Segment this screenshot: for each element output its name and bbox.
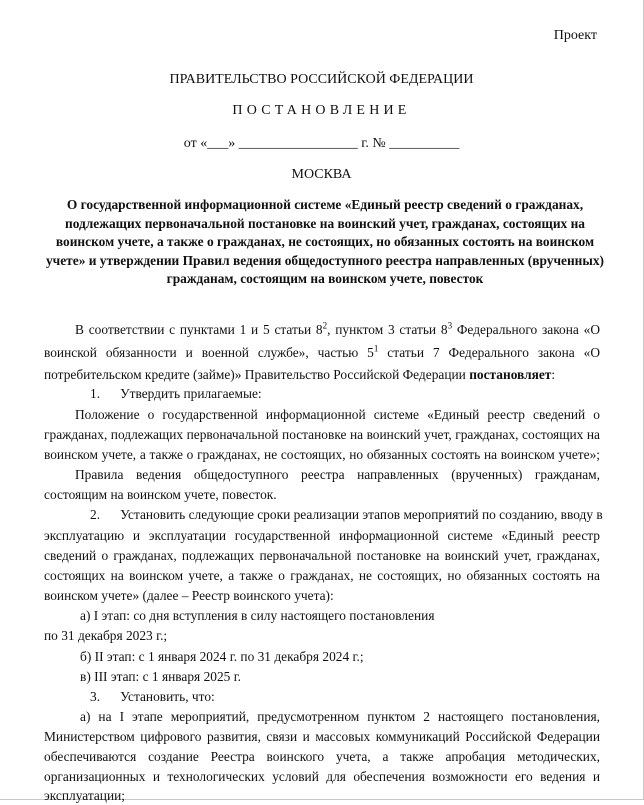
- point-3a-line: обеспечиваются создание Реестра воинского учета, а также апробация методических,: [44, 749, 600, 764]
- rules-line: состоящим на воинском учете, повесток.: [44, 487, 277, 502]
- point-2-line: сведений о гражданах, подлежащих первоначальной постановке на воинский учет, гражданах,: [44, 548, 600, 563]
- point-2-line: эксплуатацию и эксплуатации государственной информационной системе «Единый реестр: [44, 528, 600, 543]
- point-2-line: состоящих на воинском учете, а также о гражданах, не состоящих, но обязанных состоять на: [44, 568, 600, 583]
- point-1: 1. Утвердить прилагаемые:: [90, 386, 262, 401]
- document-type: ПОСТАНОВЛЕНИЕ: [232, 103, 411, 118]
- point-2-line: воинском учете» (далее – Реестр воинского учета):: [44, 588, 334, 603]
- rules-line: Правила ведения общедоступного реестра направленных (врученных) гражданам,: [75, 467, 600, 482]
- preamble-line-1: В соответствии с пунктами 1 и 5 статьи $8^2$, пунктом 3 статьи $8^3$ Федерального закона «О: [75, 320, 600, 337]
- document-title: [40, 196, 610, 289]
- title-line: подлежащих первоначальной постановке на воинский учет, гражданах, состоящих на: [64, 215, 585, 231]
- date-number-line: от «___» _________________ г. № __________: [183, 136, 460, 151]
- regulation-line: Положение о государственной информационной системе «Единый реестр сведений о: [75, 407, 600, 422]
- draft-label: Проект: [553, 28, 597, 43]
- point-3a-line: организационных и технологических условий для обеспечения возможности его ведения и: [44, 769, 600, 784]
- preamble-line-2: воинской обязанности и военной службе», частью $5^1$ статьи 7 Федерального закона «О: [44, 343, 600, 360]
- title-line: гражданам, состоящим на воинском учете, повесток: [166, 271, 484, 286]
- preamble-line-3: потребительском кредите (займе)» Правительство Российской Федерации постановляет:: [44, 367, 556, 382]
- regulation-line: воинском учете, а также о гражданах, не состоящих, но обязанных состоять на воинском учете»;: [44, 447, 600, 462]
- point-3a-line: а) на I этапе мероприятий, предусмотренном пунктом 2 настоящего постановления,: [80, 709, 600, 724]
- title-line: воинском учете, а также о гражданах, не состоящих, но обязанных состоять на воинском: [55, 234, 595, 249]
- title-line: О государственной информационной системе «Единый реестр сведений о гражданах,: [66, 197, 584, 212]
- regulation-line: гражданах, подлежащих первоначальной постановке на воинский учет, гражданах, состоящих на: [44, 427, 600, 442]
- point-3: 3. Установить, что:: [90, 689, 215, 704]
- title-line: учете» и утверждении Правил ведения общедоступного реестра направленных (врученных): [45, 252, 605, 268]
- point-3a-line: Министерством цифрового развития, связи и массовых коммуникаций Российской Федерации: [44, 729, 600, 744]
- stage-b: б) II этап: с 1 января 2024 г. по 31 декабря 2024 г.;: [80, 649, 364, 664]
- stage-c: в) III этап: с 1 января 2025 г.: [80, 669, 242, 684]
- stage-a-continued: по 31 декабря 2023 г.;: [44, 628, 168, 643]
- point-3a-line: эксплуатации;: [44, 788, 126, 803]
- city: МОСКВА: [291, 167, 352, 182]
- stage-a: а) I этап: со дня вступления в силу настоящего постановления: [80, 608, 435, 623]
- government-heading: ПРАВИТЕЛЬСТВО РОССИЙСКОЙ ФЕДЕРАЦИИ: [169, 72, 474, 87]
- point-2-first-line: 2. Установить следующие сроки реализации этапов мероприятий по созданию, вводу в: [90, 507, 603, 522]
